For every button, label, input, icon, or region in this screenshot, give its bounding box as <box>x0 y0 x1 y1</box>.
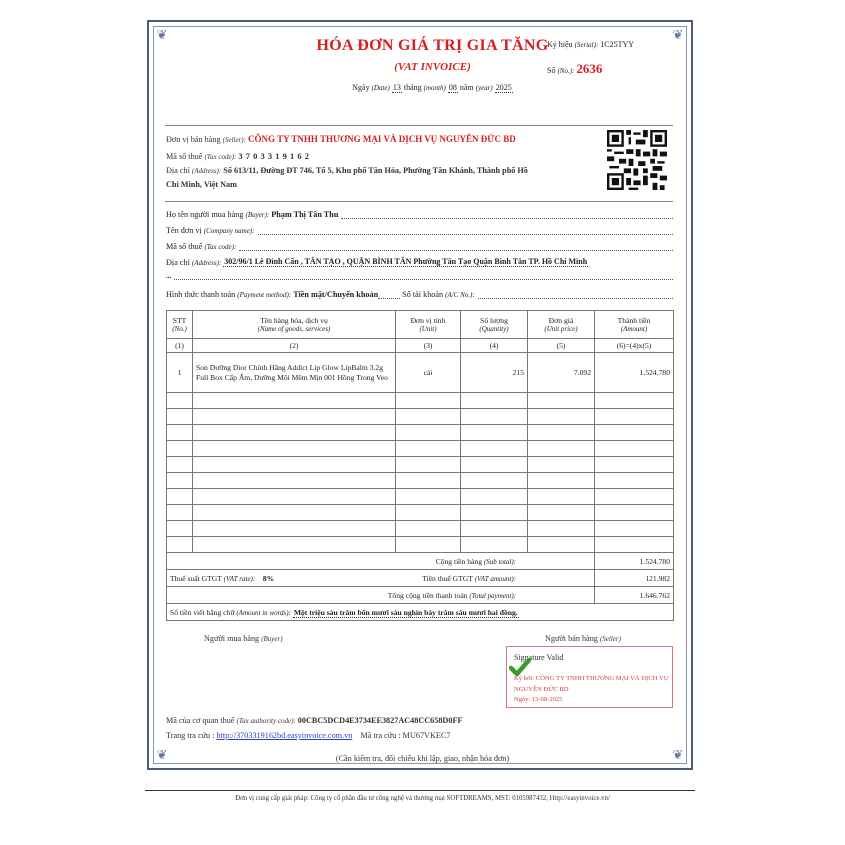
corner-ornament-icon: ❦ <box>156 747 168 762</box>
item-no: 1 <box>167 353 193 393</box>
seller-label: Đơn vị bán hàng <box>166 135 221 144</box>
divider <box>165 201 673 202</box>
date-day-label: Ngày <box>352 83 370 92</box>
account-field <box>478 289 673 299</box>
empty-row <box>167 393 674 409</box>
footer-divider <box>145 790 695 791</box>
serial-label-en: (Serial): <box>574 41 599 49</box>
signature-valid-text: Signature Valid <box>514 653 564 662</box>
date-year-label: năm <box>459 83 474 92</box>
column-index: (2) <box>193 339 396 353</box>
amount-words-row <box>167 604 674 621</box>
invoice-number <box>547 61 602 77</box>
total-label: Tổng cộng tiền thanh toán (Total payment): <box>167 587 595 604</box>
company-label: Tên đơn vị <box>166 226 202 235</box>
column-header: Số lượng (Quantity) <box>461 311 528 339</box>
buyer-name-row <box>166 209 673 219</box>
empty-row <box>167 457 674 473</box>
empty-row <box>167 425 674 441</box>
vat-row <box>167 570 674 587</box>
payment-label: Hình thức thanh toán <box>166 290 236 299</box>
authority-code: 00CBC5DCD4E3734EE3827AC48CC658D0FF <box>297 716 463 725</box>
seller-name-row <box>166 134 516 144</box>
column-header: Đơn vị tính (Unit) <box>396 311 461 339</box>
column-index: (4) <box>461 339 528 353</box>
empty-row <box>167 537 674 553</box>
column-index-row <box>167 339 674 353</box>
buyer-address-cont-row <box>166 270 673 280</box>
item-name: Son Dưỡng Dior Chính Hãng Addict Lip Glow LipBalm 3.2g Full Box Cấp Ẩm, Dưỡng Môi Mềm Mịn 001 Hồng Trong Veo <box>193 353 396 393</box>
buyer-address: 302/96/1 Lê Đình Cẩn , TÂN TẠO , QUẬN BÌNH TÂN Phường Tân Tạo Quận Bình Tân TP. Hồ Chí Minh <box>224 257 588 266</box>
amount-words: Số tiền viết bằng chữ (Amount in words): Một triệu sáu trăm bốn mươi sáu nghìn bảy trăm sáu mươi hai đồng. <box>167 604 674 621</box>
signed-by: Ký bởi: CÔNG TY TNHH THƯƠNG MẠI VÀ DỊCH VỤ NGUYỄN ĐỨC BD <box>514 675 669 693</box>
seller-tax-row <box>166 151 309 161</box>
invoice-subtitle: (VAT INVOICE) <box>394 61 471 73</box>
table-header-row <box>167 311 674 339</box>
seller-tax-code: 3 7 0 3 3 1 9 1 6 2 <box>238 151 310 161</box>
corner-ornament-icon: ❦ <box>672 27 684 42</box>
vat-rate-label: Thuế suất GTGT <box>170 573 222 583</box>
seller-address: Số 613/11, Đường ĐT 746, Tổ 5, Khu phố Tân Hóa, Phường Tân Khánh, Thành phố Hồ <box>223 166 528 175</box>
buyer-tax-label: Mã số thuế <box>166 242 203 251</box>
seller-address-label-en: (Address): <box>191 167 222 175</box>
seller-address-label: Địa chỉ <box>166 166 190 175</box>
corner-ornament-icon: ❦ <box>672 747 684 762</box>
invoice-date <box>0 83 845 92</box>
date-day-label-en: (Date) <box>371 84 390 92</box>
payment-method: Tiền mặt/Chuyển khoản <box>293 290 379 299</box>
date-month: 08 <box>448 83 457 92</box>
buyer-label-en: (Buyer): <box>245 211 270 219</box>
buyer-address-row <box>166 257 673 267</box>
serial-label: Ký hiệu <box>547 40 573 49</box>
buyer-address-label-en: (Address): <box>191 259 222 267</box>
seller-tax-label: Mã số thuế <box>166 152 203 161</box>
empty-row <box>167 489 674 505</box>
column-header: STT (No.) <box>167 311 193 339</box>
column-header: Đơn giá (Unit price) <box>528 311 595 339</box>
serial <box>547 40 634 49</box>
seller-address-line2: Chí Minh, Việt Nam <box>166 180 237 189</box>
buyer-name: Phạm Thị Tân Thu <box>271 210 339 219</box>
seller-name: CÔNG TY TNHH THƯƠNG MẠI VÀ DỊCH VỤ NGUYỄN ĐỨC BD <box>248 134 516 144</box>
date-month-label: tháng <box>403 83 422 92</box>
empty-row <box>167 441 674 457</box>
lookup-code: MU67VKEC7 <box>402 731 451 740</box>
dotted-line <box>174 270 673 280</box>
item-amount: 1.524.780 <box>595 353 674 393</box>
buyer-label: Họ tên người mua hàng <box>166 210 244 219</box>
lookup-code-label: Mã tra cứu : <box>360 731 401 740</box>
buyer-signature-label: Người mua hàng (Buyer) <box>204 634 283 643</box>
column-index: (1) <box>167 339 193 353</box>
vat-rate: 8% <box>262 573 275 583</box>
vat-amount: 121.982 <box>595 570 674 587</box>
authority-code-row: Mã của cơ quan thuế (Tax authority code): 00CBC5DCD4E3734EE3827AC48CC658D0FF <box>166 716 463 725</box>
payment-row <box>166 289 673 299</box>
column-index: (5) <box>528 339 595 353</box>
buyer-tax-row <box>166 241 673 251</box>
empty-row <box>167 521 674 537</box>
item-unit-price: 7.092 <box>528 353 595 393</box>
account-label: Số tài khoản <box>402 290 444 299</box>
empty-row <box>167 473 674 489</box>
date-month-label-en: (month) <box>423 84 446 92</box>
serial-value: 1C25TYY <box>600 40 635 49</box>
item-quantity: 215 <box>461 353 528 393</box>
dotted-line <box>378 289 400 299</box>
lookup-row <box>166 731 450 740</box>
column-index: (3) <box>396 339 461 353</box>
buyer-company-row <box>166 225 673 235</box>
verification-note: (Cần kiểm tra, đối chiếu khi lập, giao, nhận hóa đơn) <box>335 754 510 763</box>
table-row <box>167 353 674 393</box>
number-label: Số <box>547 66 556 75</box>
seller-label-en: (Seller): <box>222 136 246 144</box>
buyer-tax-label-en: (Tax code): <box>204 243 237 251</box>
signed-date: Ngày: 13-08-2025 <box>514 696 563 703</box>
dotted-line <box>341 209 673 219</box>
number-value: 2636 <box>576 61 603 76</box>
column-header: Tên hàng hóa, dịch vụ (Name of goods, services) <box>193 311 396 339</box>
company-field <box>258 225 673 235</box>
lookup-url-link[interactable]: http://3703319162bd.easyinvoice.com.vn <box>216 731 353 740</box>
column-header: Thành tiền (Amount) <box>595 311 674 339</box>
digital-signature-box[interactable] <box>506 646 673 708</box>
column-index: (6)=(4)x(5) <box>595 339 674 353</box>
vat-info: Thuế suất GTGT (VAT rate): 8% Tiền thuế GTGT (VAT amount): <box>167 570 595 587</box>
date-year: 2025 <box>495 83 512 92</box>
payment-label-en: (Payment method): <box>237 291 292 299</box>
lookup-page-label: Trang tra cứu : <box>166 731 215 740</box>
buyer-address-cont: ... <box>166 272 172 280</box>
buyer-tax-field <box>239 241 673 251</box>
divider <box>165 125 673 126</box>
date-day: 13 <box>392 83 401 92</box>
item-unit: cái <box>396 353 461 393</box>
amount-words-value: Một triệu sáu trăm bốn mươi sáu nghìn bảy trăm sáu mươi hai đồng. <box>293 607 518 617</box>
company-label-en: (Company name): <box>203 227 255 235</box>
subtotal-row <box>167 553 674 570</box>
total-row <box>167 587 674 604</box>
invoice-title: HÓA ĐƠN GIÁ TRỊ GIA TĂNG <box>316 37 549 54</box>
total-value: 1.646.762 <box>595 587 674 604</box>
seller-address-row <box>166 166 528 175</box>
qr-code-icon <box>607 130 667 190</box>
items-table <box>166 310 674 621</box>
seller-tax-label-en: (Tax code): <box>204 153 237 161</box>
empty-row <box>167 505 674 521</box>
account-label-en: (A/C No.): <box>445 291 475 299</box>
empty-row <box>167 409 674 425</box>
seller-signature-label: Người bán hàng (Seller) <box>545 634 621 643</box>
buyer-address-label: Địa chỉ <box>166 258 190 267</box>
vat-amount-label: Tiền thuế GTGT <box>422 573 473 583</box>
number-label-en: (No.): <box>557 67 575 75</box>
provider-footer: Đơn vị cung cấp giải pháp: Công ty cổ phần đầu tư công nghệ và thương mại SOFTDREAMS, MST: 0105987432, Http://easyinvoice.vn/ <box>235 795 610 802</box>
corner-ornament-icon: ❦ <box>156 27 168 42</box>
subtotal-value: 1.524.780 <box>595 553 674 570</box>
subtotal-label: Cộng tiền hàng (Sub total): <box>167 553 595 570</box>
date-year-label-en: (year) <box>475 84 493 92</box>
